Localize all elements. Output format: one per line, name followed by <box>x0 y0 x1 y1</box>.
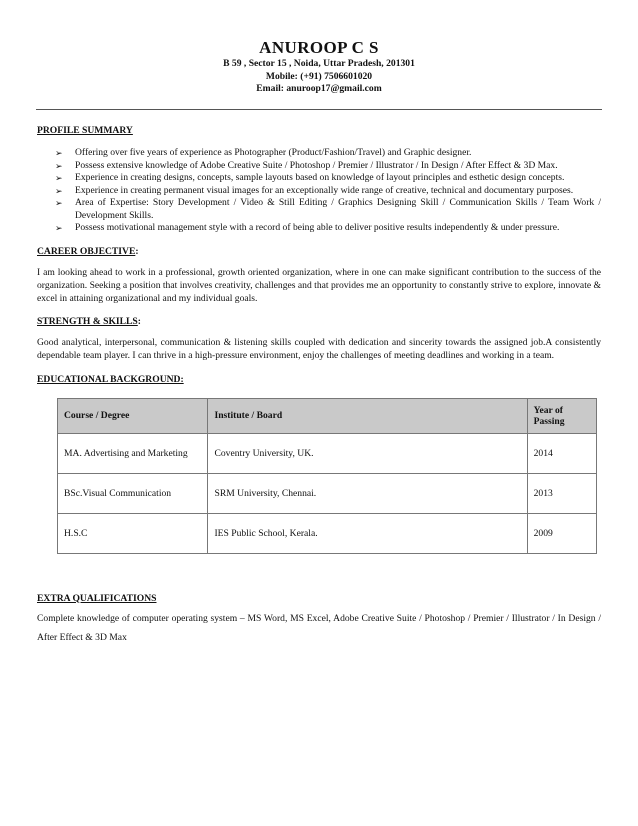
candidate-name: ANUROOP C S <box>259 38 379 57</box>
arrowhead-bullet-icon: ➢ <box>55 173 63 183</box>
table-row <box>58 433 597 473</box>
extra-qualifications-title: EXTRA QUALIFICATIONS <box>37 592 157 604</box>
mobile-number: Mobile: (+91) 7506601020 <box>265 70 373 82</box>
strength-skills-heading <box>37 315 601 328</box>
arrowhead-bullet-icon: ➢ <box>55 223 63 233</box>
cell-institute: SRM University, Chennai. <box>208 473 527 513</box>
header-course: Course / Degree <box>58 398 208 433</box>
address: B 59 , Sector 15 , Noida, Uttar Pradesh, 201301 <box>223 58 415 69</box>
list-item: ➢ Experience in creating permanent visual images for an exceptionally wide range of creative, technical and documentary purposes. <box>55 184 574 196</box>
table-row <box>58 473 597 513</box>
resume-body <box>37 124 601 647</box>
profile-summary-list <box>37 147 601 235</box>
title-colon: : <box>135 245 139 257</box>
header-institute: Institute / Board <box>208 398 527 433</box>
cell-year: 2009 <box>527 513 596 553</box>
cell-course: BSc.Visual Communication <box>58 473 208 513</box>
arrowhead-bullet-icon: ➢ <box>55 160 63 171</box>
career-objective-heading <box>37 245 601 258</box>
list-item: ➢ Area of Expertise: Story Development / Video & Still Editing / Graphics Designing Skill / Communication Skills / Team Work / Development Skills. <box>55 197 601 221</box>
cell-year: 2013 <box>527 473 596 513</box>
table-row <box>58 513 597 553</box>
header-year: Year of Passing <box>527 398 596 433</box>
profile-summary-title: PROFILE SUMMARY <box>37 125 133 136</box>
cell-course: MA. Advertising and Marketing <box>58 433 208 473</box>
cell-institute: Coventry University, UK. <box>208 433 527 473</box>
email-address: Email: anuroop17@gmail.com <box>256 83 382 94</box>
career-objective-text: I am looking ahead to work in a professional, growth oriented organization, where in one can make significant contribution to the success of the organization. Seeking a position that involves creativity, challenges and that provides me an opportunity to constantly strive to explore, innovate & excel in attaining organizational and my individual goals. <box>37 266 601 304</box>
resume-header <box>0 38 638 96</box>
arrowhead-bullet-icon: ➢ <box>55 198 63 208</box>
cell-institute: IES Public School, Kerala. <box>208 513 527 553</box>
education-table <box>57 398 597 554</box>
cell-course: H.S.C <box>58 513 208 553</box>
list-item: ➢ Experience in creating designs, concepts, sample layouts based on knowledge of layout principles and esthetic design concepts. <box>55 172 565 183</box>
list-item: ➢ Possess motivational management style with a record of being able to deliver positive results independently & under pressure. <box>55 222 560 233</box>
strength-skills-text: Good analytical, interpersonal, communication & listening skills coupled with dedication and sincerity towards the assigned job.A consistently dependable team player. I can thrive in a high-pressure environment, enjoy the challenges of meeting deadlines and working in a team. <box>37 336 601 361</box>
header-divider <box>36 109 602 110</box>
strength-skills-title: STRENGTH & SKILLS <box>37 315 138 327</box>
list-item: ➢ Possess extensive knowledge of Adobe Creative Suite / Photoshop / Premier / Illustrator / In Design / After Effect & 3D Max. <box>55 159 558 171</box>
extra-qualifications-text: Complete knowledge of computer operating system – MS Word, MS Excel, Adobe Creative Suite / Photoshop / Premier / Illustrator / In Design / After Effect & 3D Max <box>37 612 601 643</box>
arrowhead-bullet-icon: ➢ <box>55 185 63 196</box>
education-title: EDUCATIONAL BACKGROUND: <box>37 373 184 385</box>
list-item: ➢ Offering over five years of experience as Photographer (Product/Fashion/Travel) and Graphic designer. <box>55 147 472 158</box>
arrowhead-bullet-icon: ➢ <box>55 148 63 158</box>
title-colon: : <box>137 315 141 327</box>
table-header-row <box>58 398 597 433</box>
career-objective-title: CAREER OBJECTIVE <box>37 245 136 257</box>
cell-year: 2014 <box>527 433 596 473</box>
